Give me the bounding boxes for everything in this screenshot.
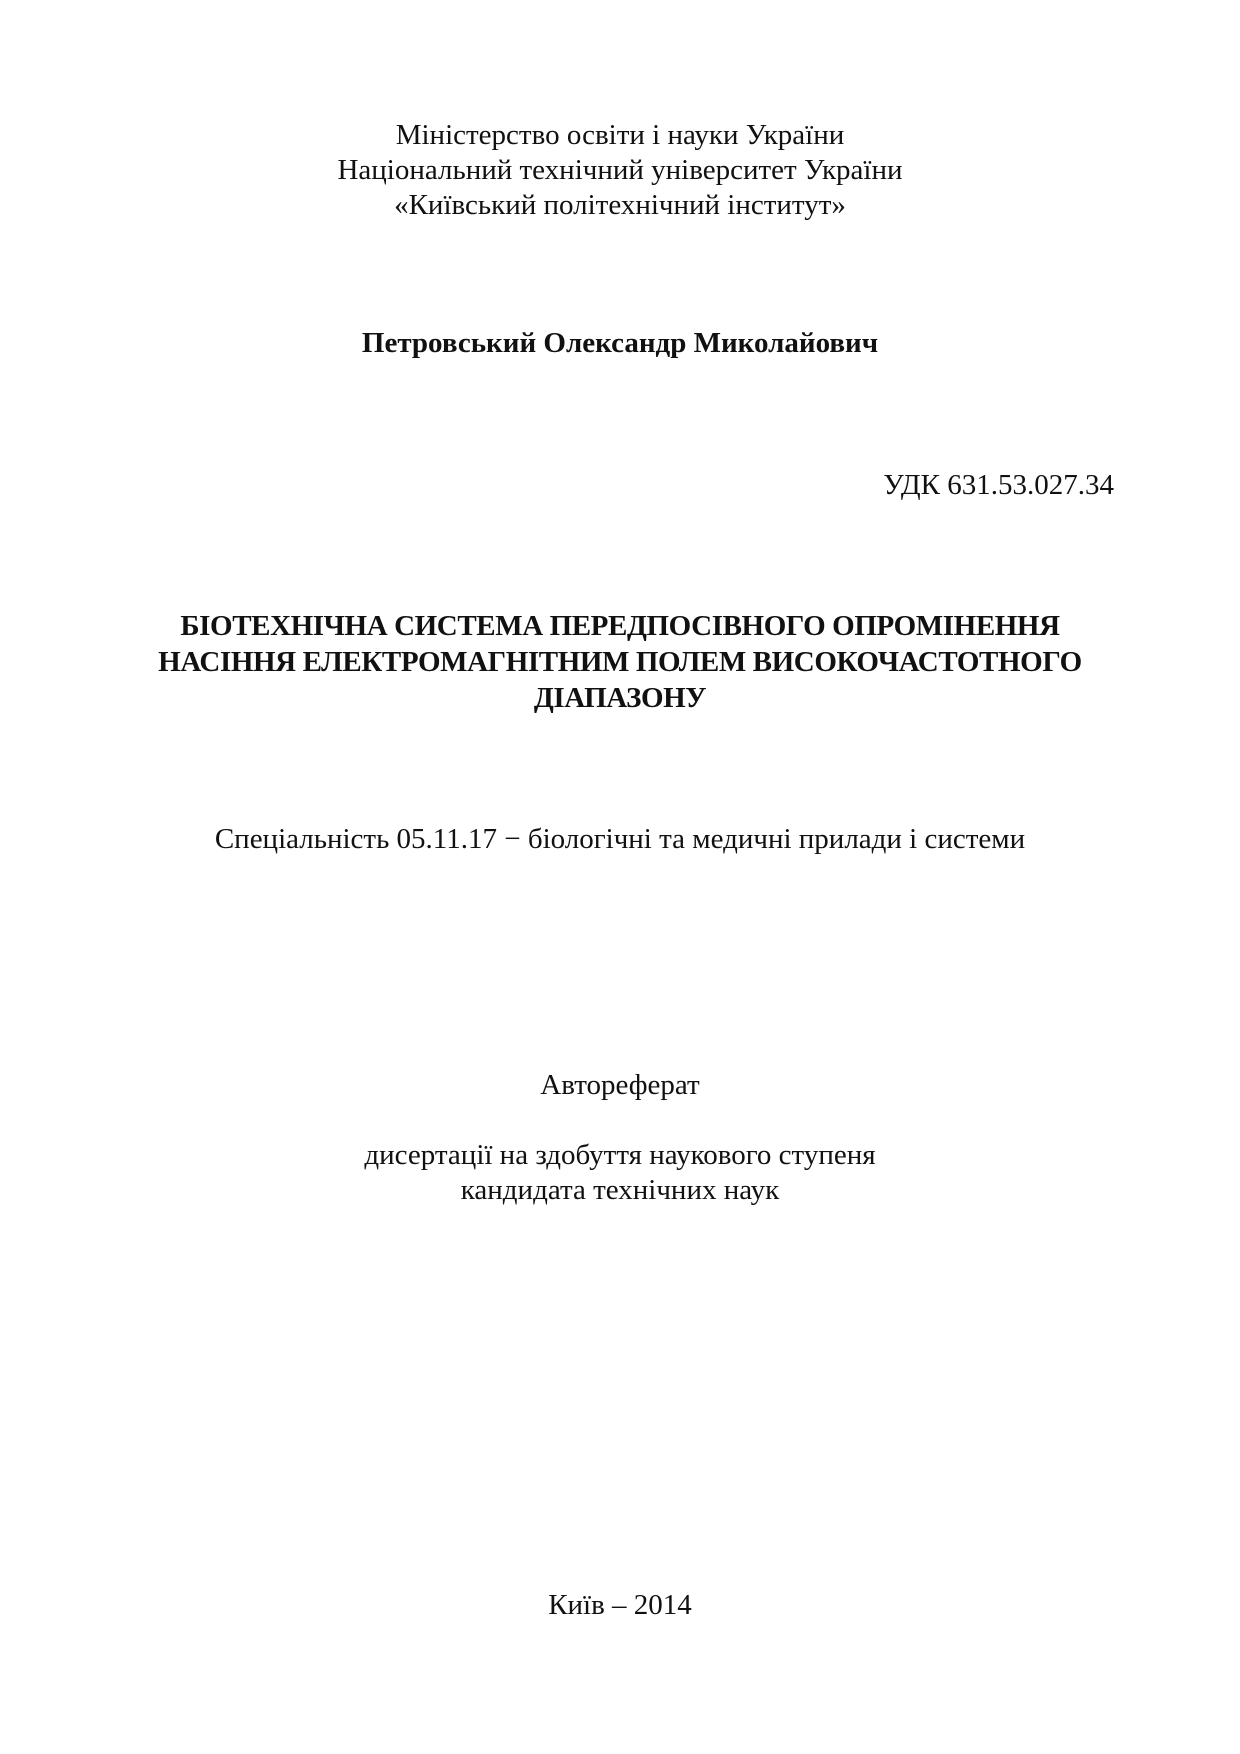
- university-line: Національний технічний університет України: [337, 154, 903, 186]
- degree-line-1: дисертації на здобуття наукового ступеня: [364, 1139, 876, 1171]
- place-year: Київ – 2014: [548, 1589, 692, 1621]
- institute-line: «Київський політехнічний інститут»: [394, 189, 846, 221]
- ministry-line: Міністерство освіти і науки України: [395, 119, 845, 151]
- udk-code: УДК 631.53.027.34: [883, 469, 1114, 501]
- title-line-2: НАСІННЯ ЕЛЕКТРОМАГНІТНИМ ПОЛЕМ ВИСОКОЧАСТОТНОГО: [158, 646, 1082, 678]
- specialty-line: Спеціальність 05.11.17 − біологічні та медичні прилади і системи: [214, 823, 1026, 855]
- degree-line-2: кандидата технічних наук: [460, 1174, 780, 1206]
- title-line-1: БІОТЕХНІЧНА СИСТЕМА ПЕРЕДПОСІВНОГО ОПРОМІНЕННЯ: [180, 610, 1060, 642]
- author-name: Петровський Олександр Миколайович: [361, 327, 879, 359]
- document-type: Автореферат: [540, 1069, 700, 1101]
- title-line-3: ДІАПАЗОНУ: [533, 682, 707, 714]
